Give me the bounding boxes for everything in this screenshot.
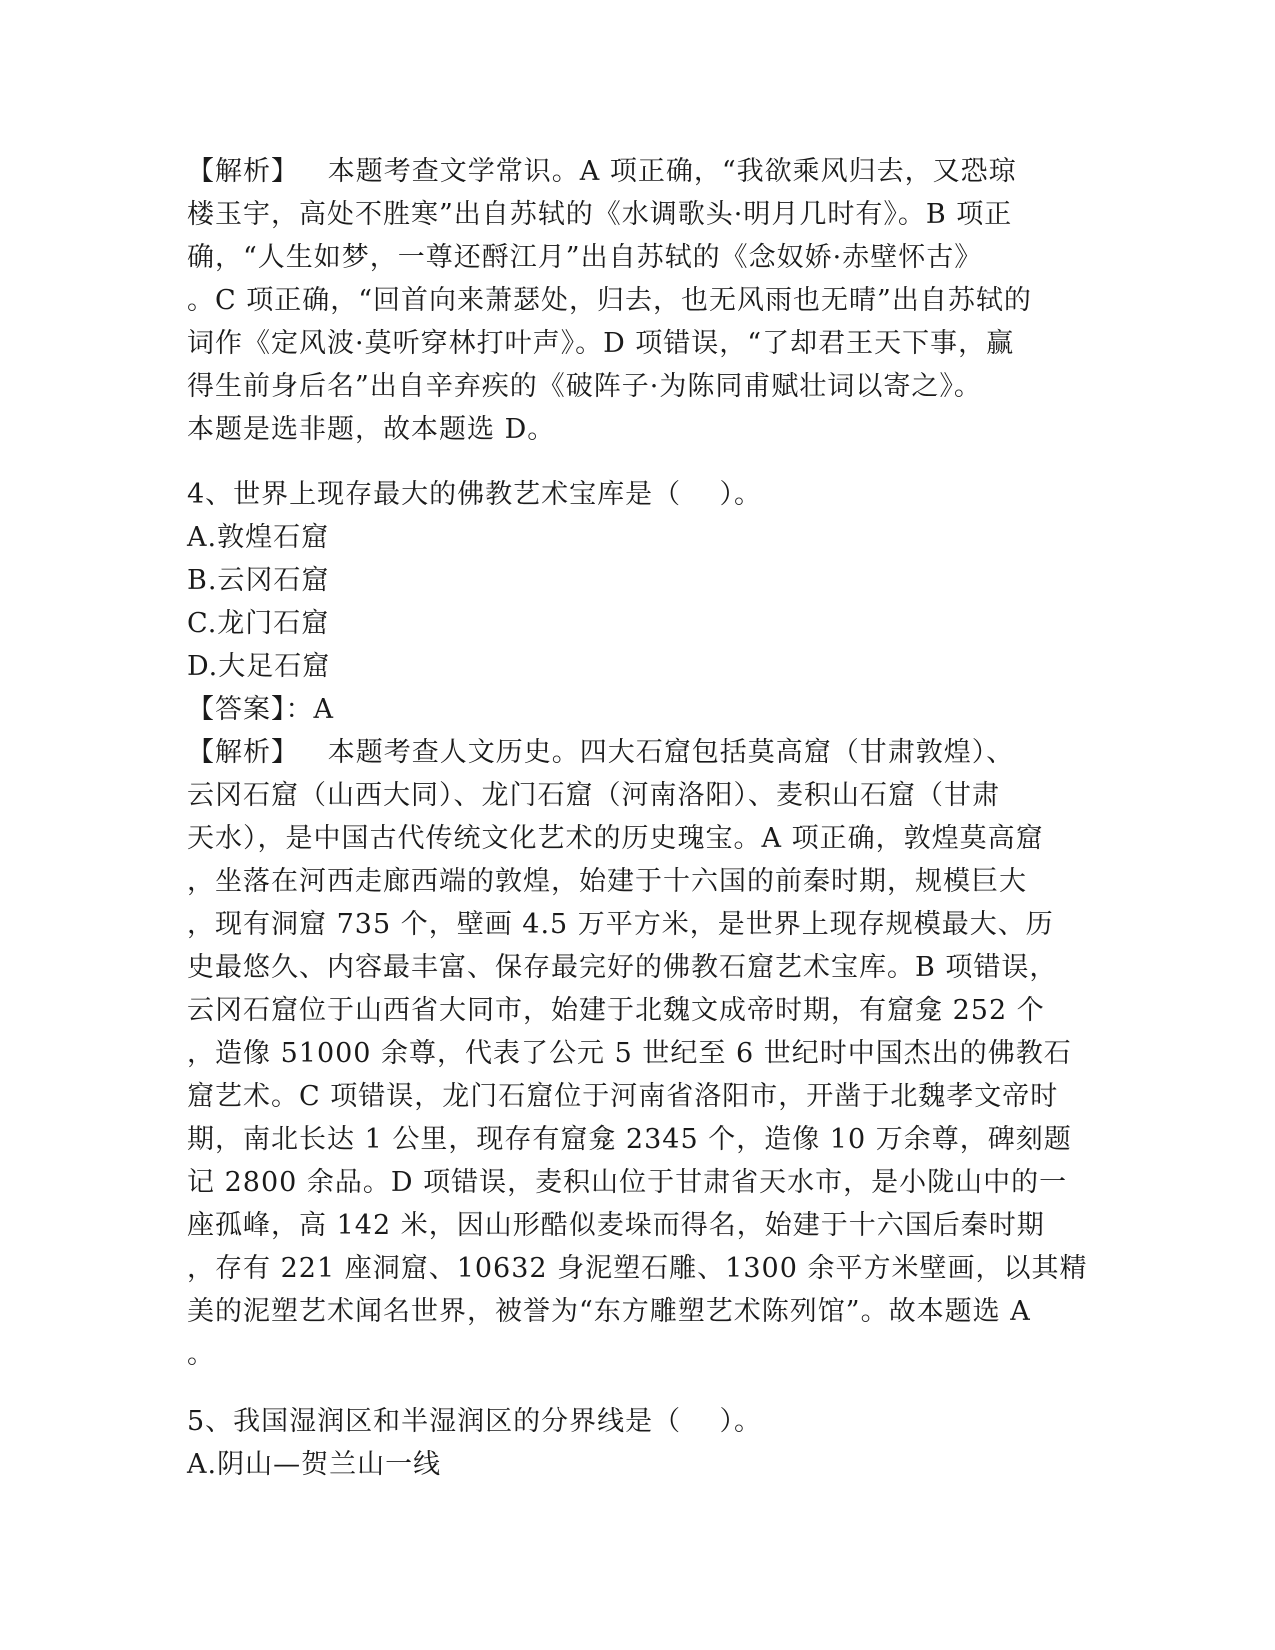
analysis-line: 【解析】 本题考查人文历史。四大石窟包括莫高窟（甘肃敦煌）、 <box>187 737 1015 768</box>
analysis-line: ，坐落在河西走廊西端的敦煌，始建于十六国的前秦时期，规模巨大 <box>187 866 1027 897</box>
analysis-line: 本题是选非题，故本题选 D。 <box>187 414 556 445</box>
analysis-line: 天水），是中国古代传统文化艺术的历史瑰宝。A 项正确，敦煌莫高窟 <box>187 823 1044 854</box>
question-stem: 5、我国湿润区和半湿润区的分界线是（ ）。 <box>187 1406 763 1437</box>
option-c: C.龙门石窟 <box>187 608 330 639</box>
analysis-line: ，存有 221 座洞窟、10632 身泥塑石雕、1300 余平方米壁画，以其精 <box>187 1253 1088 1284</box>
analysis-line: 记 2800 余品。D 项错误，麦积山位于甘肃省天水市，是小陇山中的一 <box>187 1167 1068 1198</box>
analysis-line: 云冈石窟（山西大同）、龙门石窟（河南洛阳）、麦积山石窟（甘肃 <box>187 780 1000 811</box>
analysis-line: ，现有洞窟 735 个，壁画 4.5 万平方米，是世界上现存规模最大、历 <box>187 909 1054 940</box>
analysis-line: 楼玉宇，高处不胜寒”出自苏轼的《水调歌头·明月几时有》。B 项正 <box>187 199 1013 230</box>
spacer <box>187 1376 1087 1400</box>
option-a: A.敦煌石窟 <box>187 522 330 553</box>
answer-line: 【答案】：A <box>187 694 334 725</box>
analysis-line: 词作《定风波·莫听穿林打叶声》。D 项错误，“了却君王天下事，赢 <box>187 328 1015 359</box>
question-block-q5 <box>187 1400 1087 1486</box>
analysis-line: 美的泥塑艺术闻名世界，被誉为“东方雕塑艺术陈列馆”。故本题选 A <box>187 1296 1031 1327</box>
question-stem: 4、世界上现存最大的佛教艺术宝库是（ ）。 <box>187 479 763 510</box>
analysis-line: 期，南北长达 1 公里，现存有窟龛 2345 个，造像 10 万余尊，碑刻题 <box>187 1124 1072 1155</box>
analysis-line: 得生前身后名”出自辛弃疾的《破阵子·为陈同甫赋壮词以寄之》。 <box>187 371 982 402</box>
document-page <box>187 150 1087 1486</box>
question-block-q4 <box>187 473 1087 1376</box>
analysis-line: 。 <box>187 1339 215 1370</box>
option-d: D.大足石窟 <box>187 651 331 682</box>
spacer <box>187 451 1087 473</box>
analysis-line: 云冈石窟位于山西省大同市，始建于北魏文成帝时期，有窟龛 252 个 <box>187 995 1045 1026</box>
option-a: A.阴山—贺兰山一线 <box>187 1449 442 1480</box>
analysis-line: 座孤峰，高 142 米，因山形酷似麦垛而得名，始建于十六国后秦时期 <box>187 1210 1045 1241</box>
analysis-line: ，造像 51000 余尊，代表了公元 5 世纪至 6 世纪时中国杰出的佛教石 <box>187 1038 1072 1069</box>
option-b: B.云冈石窟 <box>187 565 330 596</box>
analysis-line: 确，“人生如梦，一尊还酹江月”出自苏轼的《念奴娇·赤壁怀古》 <box>187 242 983 273</box>
analysis-line: 。C 项正确，“回首向来萧瑟处，归去，也无风雨也无晴”出自苏轼的 <box>187 285 1032 316</box>
analysis-line: 史最悠久、内容最丰富、保存最完好的佛教石窟艺术宝库。B 项错误， <box>187 952 1058 983</box>
analysis-line: 【解析】 本题考查文学常识。A 项正确，“我欲乘风归去，又恐琼 <box>187 156 1017 187</box>
analysis-block-q3 <box>187 150 1087 451</box>
analysis-line: 窟艺术。C 项错误，龙门石窟位于河南省洛阳市，开凿于北魏孝文帝时 <box>187 1081 1059 1112</box>
